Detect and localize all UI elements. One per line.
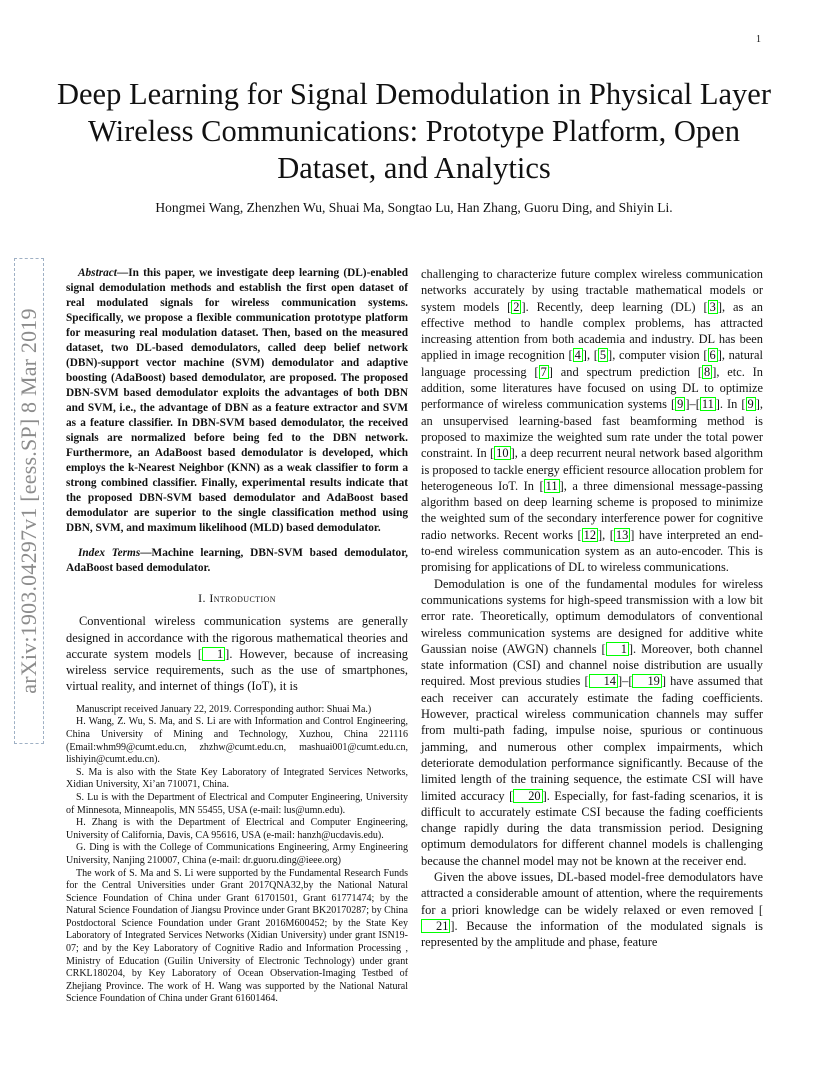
- citation-link[interactable]: 6: [709, 348, 716, 363]
- citation-link[interactable]: 2: [513, 299, 520, 314]
- body-paragraph-2: Demodulation is one of the fundamental modules for wireless communications systems for high-speed transmission with a low bit error rate. Theoretically, optimum demodulators of conventional wireless communication systems are designed for additive white Gaussian noise (AWGN) channels [ 1 ]. Moreover, both channel state information (CSI) and channel noise distribution are usually required. Most previous studies [ 14 ]–[ 19 ] have assumed that each receiver can accurately estimate the fading coefficients. However, practical wireless communication channels may suffer from multi-path fading, impulse noise, spurious or continuous jamming, and numerous other complex impairments, which deteriorate demodulation performance significantly. Because of the limited length of the training sequence, the estimate CSI will have limited accuracy [ 20 ]. Especially, for fast-fading scenarios, it is difficult to accurately estimate CSI because the fading coefficients change rapidly during the data transmission period. Designing optimum demodulators for different channel models is challenging because the channel model may not be known at the receiver end.: [421, 576, 763, 868]
- citation-link[interactable]: 10: [496, 446, 509, 461]
- citation-link[interactable]: 14: [589, 674, 618, 688]
- citation-link[interactable]: 19: [632, 674, 661, 688]
- footnote-affiliation-xidian: S. Ma is also with the State Key Laboratory of Integrated Services Networks, Xidian University, Xi’an 710071, China.: [66, 766, 408, 791]
- footnote-affiliation-army: G. Ding is with the College of Communications Engineering, Army Engineering University, Nanjing 210007, China (e-mail: dr.guoru.ding@ieee.org): [66, 842, 408, 866]
- citation-link[interactable]: 1: [606, 642, 629, 656]
- abstract: [66, 266, 408, 536]
- right-column: [421, 266, 763, 950]
- citation-link[interactable]: 4: [574, 348, 581, 363]
- body-paragraph-3: Given the above issues, DL-based model-free demodulators have attracted a considerable amount of attention, where the requirements for a priori knowledge can be widely relaxed or even removed [21 ]. Because the information of the modulated signals is represented by the amplitude and phase, feature: [421, 869, 763, 950]
- section-title: Introduction: [209, 591, 276, 605]
- arxiv-side-stamp: [14, 258, 44, 744]
- citation-link[interactable]: 8: [704, 364, 711, 379]
- section-numeral: I.: [198, 591, 210, 605]
- intro-paragraph: Conventional wireless communication systems are generally designed in accordance with the rigorous mathematical theories and accurate system models [ 1 ]. However, because of increasing wireless service requirements, such as the use of smartphones, virtual reality, and internet of things (IoT), it is: [66, 614, 408, 694]
- index-terms-text: —Machine learning, DBN-SVM based demodulator, AdaBoost based demodulator.: [66, 547, 409, 574]
- footnote-affiliation-umn: S. Lu is with the Department of Electrical and Computer Engineering, University of Minnesota, Minneapolis, MN 55455, USA (e-mail: lus@umn.edu).: [66, 791, 408, 816]
- author-list: Hongmei Wang, Zhenzhen Wu, Shuai Ma, Songtao Lu, Han Zhang, Guoru Ding, and Shiyin Li.: [155, 200, 673, 215]
- body-paragraph-1: challenging to characterize future complex wireless communication networks accurately by using tractable mathematical models or system models [ 2 ]. Recently, deep learning (DL) [ 3 ], as an effective method to handle complex problems, has attracted increasing attention from both academia and industry. DL has been applied in image recognition [ 4 ], [ 5 ], computer vision [ 6 ], natural language processing [ 7 ] and spectrum prediction [ 8 ], etc. In addition, some literatures have focused on using DL to optimize performance of wireless communication systems [ 9 ]–[ 11 ]. In [ 9 ], an unsupervised learning-based fast beamforming method is proposed to maximize the weighted sum rate under the total power constraint. In [ 10 ], a deep recurrent neural network based algorithm is proposed to tackle energy efficient resource allocation problem for heterogeneous IoT. In [ 11 ], a three dimensional message-passing algorithm based on deep learning scheme is proposed to minimize the weighted sum of the secondary interference power for cognitive radio networks. Recent works [ 12 ], [ 13 ] have interpreted an end-to-end wireless communication system as an auto-encoder. This is promising for applications of DL to wireless communications.: [421, 267, 764, 575]
- arxiv-identifier: arXiv:1903.04297v1 [eess.SP] 8 Mar 2019: [16, 308, 41, 694]
- citation-link[interactable]: 7: [540, 364, 547, 379]
- citation-link[interactable]: 9: [747, 397, 754, 412]
- section-heading-introduction: [66, 590, 408, 606]
- citation-link[interactable]: 11: [545, 478, 558, 493]
- citation-link[interactable]: 1: [202, 647, 225, 661]
- page-number: 1: [756, 34, 761, 45]
- footnote-affiliation-cumt: H. Wang, Z. Wu, S. Ma, and S. Li are with Information and Control Engineering, China University of Mining and Technology, Xuzhou, China 221116 (Email:whm99@cumt.edu.cn, zhzhw@cumt.edu.cn, mashuai001@cumt.edu.cn, lishiyin@cumt.edu.cn).: [66, 716, 408, 766]
- citation-link[interactable]: 5: [599, 348, 607, 363]
- footnote-affiliation-ucdavis: H. Zhang is with the Department of Electrical and Computer Engineering, University of California, Davis, CA 95616, USA (e-mail: hanzh@ucdavis.edu).: [66, 817, 408, 841]
- citation-link[interactable]: 21: [421, 919, 450, 933]
- citation-link[interactable]: 12: [583, 527, 597, 542]
- citation-link[interactable]: 13: [615, 527, 629, 542]
- footnote-funding: The work of S. Ma and S. Li were supported by the Fundamental Research Funds for the Central Universities under Grant 2017QNA32,by the National Natural Science Foundation of China under Grant 61701501, Grant 61771474; by the Natural Science Foundation of Jiangsu Province under Grant BK20170287; by China Postdoctoral Science Foundation under Grant 2016M600452; by the State Key Laboratory of Integrated Services Networks (Xidian University) under grant ISN19-07; and by the Key Laboratory of Cognitive Radio and Information Processing , Ministry of Education (Guilin University of Electronic Technology) under grant CRKL180204, by Key Laboratory of Ocean Observation-Imaging Testbed of Zhejiang Province. The work of H. Wang was supported by the National Natural Science Foundation of China under Grant 61601464.: [66, 867, 408, 1005]
- citation-link[interactable]: 9: [677, 397, 684, 412]
- citation-link[interactable]: 11: [701, 397, 714, 412]
- left-column: [66, 266, 408, 1006]
- abstract-label: Abstract: [78, 267, 117, 279]
- index-terms: [66, 546, 408, 576]
- index-terms-label: Index Terms: [78, 547, 141, 559]
- footnote-manuscript: Manuscript received January 22, 2019. Corresponding author: Shuai Ma.): [76, 703, 372, 715]
- citation-link[interactable]: 20: [513, 789, 542, 803]
- abstract-text: —In this paper, we investigate deep learning (DL)-enabled signal demodulation methods and establish the first open dataset of real modulated signals for wireless communication systems. Specifically, we propose a flexible communication prototype platform for measuring real modulation dataset. Then, based on the measured dataset, two DL-based demodulators, called deep belief network (DBN)-support vector machine (SVM) demodulator and adaptive boosting (AdaBoost) based demodulator, are proposed. The proposed DBN-SVM based demodulator exploits the advantages of both DBN and SVM, i.e., the advantage of DBN as a feature extractor and SVM as a feature classifier. In DBN-SVM based demodulator, the received signals are normalized before being fed to the DBN network. Furthermore, an AdaBoost based demodulator is developed, which employs the k-Nearest Neighbor (KNN) as a weak classifier to form a strong combined classifier. Finally, experimental results indicate that the proposed DBN-SVM based demodulator and AdaBoost based demodulator are superior to the single classification method using DBN, SVM, and maximum likelihood (MLD) based demodulator.: [66, 267, 408, 534]
- citation-link[interactable]: 3: [709, 299, 716, 314]
- footnotes: [66, 704, 408, 1006]
- paper-title: Deep Learning for Signal Demodulation in Physical Layer Wireless Communications: Prototype Platform, Open Dataset, and Analytics: [56, 77, 771, 185]
